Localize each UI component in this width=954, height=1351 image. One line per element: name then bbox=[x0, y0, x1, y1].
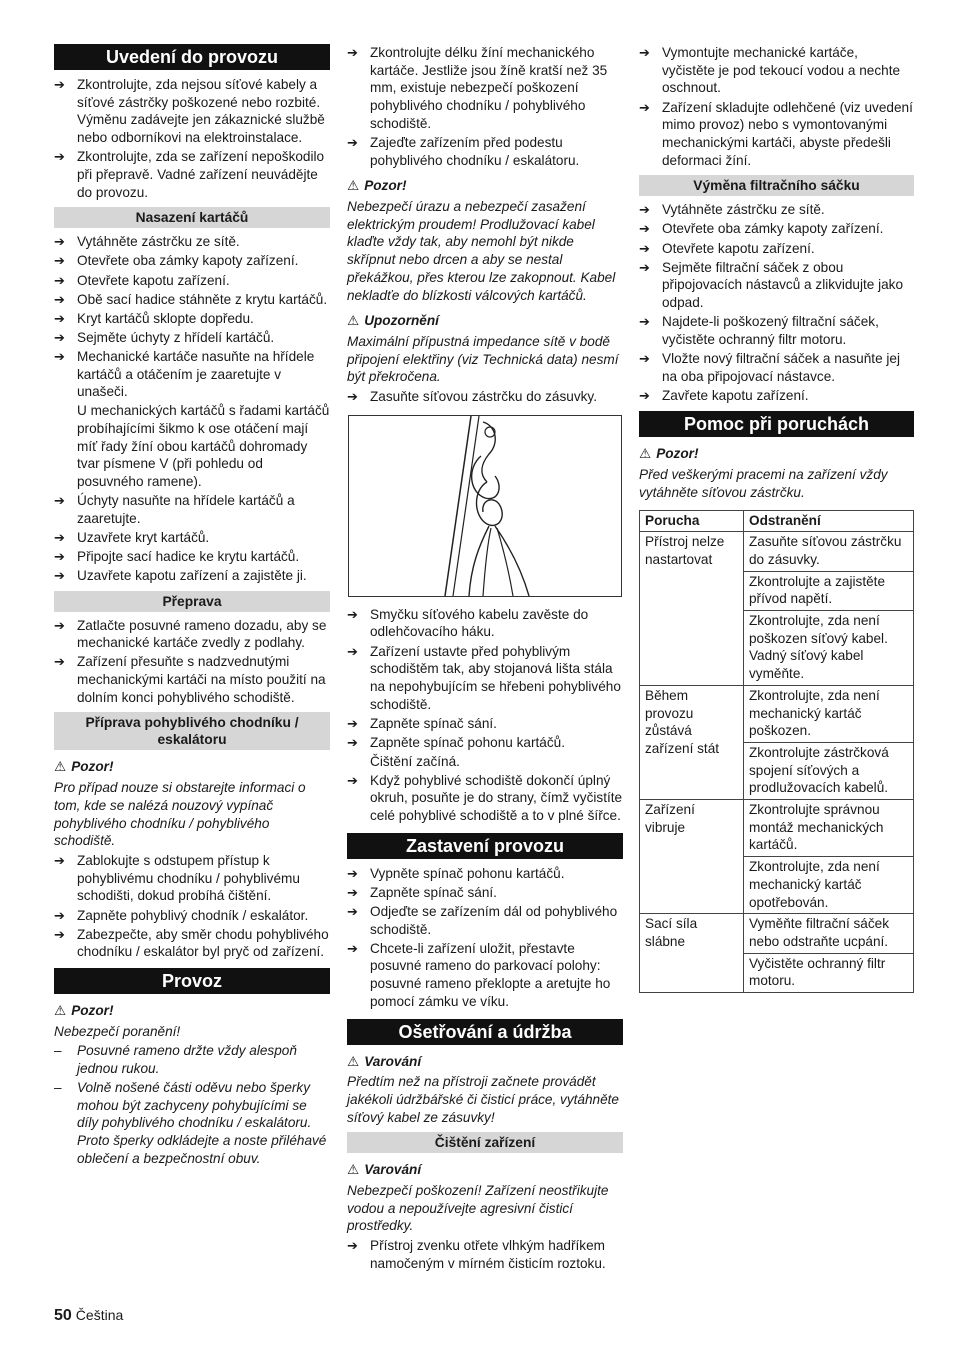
arrow-icon: ➔ bbox=[54, 926, 65, 942]
warning-label: ⚠ Pozor! bbox=[347, 178, 407, 194]
arrow-icon: ➔ bbox=[347, 903, 358, 919]
warning-text: Nebezpečí poškození! Zařízení neostřikujte vodou a nepoužívejte agresivní čisticí prostředky. bbox=[347, 1183, 609, 1234]
list-item: ➔ Obě sací hadice stáhněte z krytu kartáčů. bbox=[54, 291, 328, 307]
column-header-odstraneni: Odstranění bbox=[744, 510, 914, 532]
cable-hook-illustration bbox=[348, 415, 622, 597]
dash-item: – Posuvné rameno držte vždy alespoň jednou rukou. bbox=[54, 1043, 297, 1077]
section-heading-uvedeni: Uvedení do provozu bbox=[54, 44, 330, 70]
remedy-cell: Zkontrolujte, zda není poškozen síťový kabel. Vadný síťový kabel vyměňte. bbox=[744, 611, 914, 686]
remedy-cell: Zkontrolujte a zajistěte přívod napětí. bbox=[744, 571, 914, 610]
table-row bbox=[640, 532, 914, 571]
arrow-icon: ➔ bbox=[54, 234, 65, 250]
list-item: ➔ Zapněte spínač sání. bbox=[347, 715, 497, 731]
list-item: ➔ Zapněte spínač pohonu kartáčů. bbox=[347, 734, 565, 750]
list-item: ➔ Chcete-li zařízení uložit, přestavte posuvné rameno do parkovací polohy: posuvné rameno překlopte a aretujte ho pomocí zámku ve víku. bbox=[347, 940, 611, 1009]
warning-triangle-icon: ⚠ bbox=[347, 178, 360, 194]
column-middle bbox=[347, 44, 623, 1274]
arrow-icon: ➔ bbox=[639, 314, 650, 330]
list-item: ➔ Kryt kartáčů sklopte dopředu. bbox=[54, 310, 254, 326]
fault-cell: Zařízení vibruje bbox=[640, 800, 744, 914]
arrow-icon: ➔ bbox=[347, 715, 358, 731]
section-heading-provoz: Provoz bbox=[54, 968, 330, 994]
remedy-cell: Vyměňte filtrační sáček nebo odstraňte ucpání. bbox=[744, 914, 914, 953]
arrow-icon: ➔ bbox=[54, 907, 65, 923]
arrow-icon: ➔ bbox=[54, 77, 65, 92]
arrow-icon: ➔ bbox=[639, 45, 650, 60]
arrow-icon: ➔ bbox=[54, 310, 65, 326]
arrow-icon: ➔ bbox=[54, 149, 65, 165]
subsection-heading-priprava: Příprava pohyblivého chodníku / eskalátoru bbox=[54, 712, 330, 750]
remedy-cell: Zasuňte síťovou zástrčku do zásuvky. bbox=[744, 532, 914, 571]
list-item: ➔ Otevřete kapotu zařízení. bbox=[639, 240, 815, 256]
list-item: ➔ Vymontujte mechanické kartáče, vyčistěte je pod tekoucí vodou a nechte oschnout. bbox=[639, 45, 901, 96]
arrow-icon: ➔ bbox=[54, 253, 65, 269]
list-item: ➔ Zapněte pohyblivý chodník / eskalátor. bbox=[54, 907, 309, 923]
list-item: ➔ Přístroj zvenku otřete vlhkým hadříkem namočeným v mírném čisticím roztoku. bbox=[347, 1238, 606, 1271]
list-item: ➔ Otevřete kapotu zařízení. bbox=[54, 272, 230, 288]
list-item: ➔ Smyčku síťového kabelu zavěste do odlehčovacího háku. bbox=[347, 606, 589, 640]
list-item: ➔ Zasuňte síťovou zástrčku do zásuvky. bbox=[347, 389, 597, 405]
warning-text: Před veškerými pracemi na zařízení vždy vytáhněte síťovou zástrčku. bbox=[639, 467, 888, 500]
list-item: ➔ Najdete-li poškozený filtrační sáček, vyčistěte ochranný filtr motoru. bbox=[639, 314, 879, 347]
fault-cell: Přístroj nelze nastartovat bbox=[640, 532, 744, 686]
list-item: ➔ Zařízení přesuňte s nadzvednutými mechanickými kartáči na místo použití na dolním konci pohyblivého schodiště. bbox=[54, 654, 326, 705]
notice-label: ⚠ Upozornění bbox=[347, 313, 439, 329]
list-item: ➔ Zatlačte posuvné rameno dozadu, aby se mechanické kartáče zvedly z podlahy. bbox=[54, 617, 327, 651]
list-item: ➔ Zkontrolujte, zda se zařízení nepoškodilo při přepravě. Vadné zařízení neuvádějte do provozu. bbox=[54, 149, 325, 200]
remedy-cell: Vyčistěte ochranný filtr motoru. bbox=[744, 953, 914, 992]
arrow-icon: ➔ bbox=[54, 348, 65, 364]
arrow-icon: ➔ bbox=[54, 567, 65, 583]
warning-label: ⚠ Pozor! bbox=[639, 446, 699, 462]
notice-text: Maximální přípustná impedance sítě v bodě připojení elektřiny (viz Technická data) nesmí být překročena. bbox=[347, 333, 619, 385]
list-item: ➔ Zařízení skladujte odlehčené (viz uvedení mimo provoz) nebo s vymontovanými mechanickými kartáči, abyste předešli deformaci žíní. bbox=[639, 99, 913, 168]
warning-triangle-icon: ⚠ bbox=[639, 446, 652, 462]
arrow-icon: ➔ bbox=[639, 350, 650, 366]
list-item: ➔ Zařízení ustavte před pohyblivým schodištěm tak, aby stojanová lišta stála na nepohybujícím se hřebeni pohyblivého schodiště. bbox=[347, 643, 621, 712]
column-right bbox=[639, 44, 914, 993]
warning-triangle-icon: ⚠ bbox=[347, 1053, 360, 1069]
arrow-icon: ➔ bbox=[639, 99, 650, 115]
list-item: ➔ Zajeďte zařízením před podestu pohyblivého chodníku / eskalátoru. bbox=[347, 134, 580, 168]
arrow-icon: ➔ bbox=[347, 940, 358, 956]
list-item: ➔ Úchyty nasuňte na hřídele kartáčů a zaaretujte. bbox=[54, 492, 295, 526]
remedy-cell: Zkontrolujte, zda není mechanický kartáč poškozen. bbox=[744, 685, 914, 742]
arrow-icon: ➔ bbox=[639, 202, 650, 218]
arrow-icon: ➔ bbox=[347, 734, 358, 750]
arrow-icon: ➔ bbox=[347, 606, 358, 622]
warning-text: Nebezpečí úrazu a nebezpečí zasažení elektrickým proudem! Prodlužovací kabel klaďte vždy tak, aby nemohl být nikde skřípnut nebo drcen a aby se nestal překážkou, přes kterou lze zakopnout. Kabel nekladťe do blízkosti válcových kartáčů. bbox=[347, 199, 616, 303]
arrow-icon: ➔ bbox=[54, 617, 65, 633]
warning-label: ⚠ Varování bbox=[347, 1162, 422, 1178]
arrow-icon: ➔ bbox=[54, 853, 65, 868]
list-item: ➔ Zkontrolujte, zda nejsou síťové kabely a síťové zástrčky poškozené nebo rozbité. Výměnu zadávejte jen zákaznické službě nebo odborníkovi na elektroinstalace. bbox=[54, 77, 325, 146]
warning-text: Pro případ nouze si obstarejte informaci o tom, kde se nalézá nouzový vypínač pohyblivého chodníku / pohyblivého schodiště. bbox=[54, 780, 306, 849]
troubleshooting-table bbox=[639, 510, 914, 994]
arrow-icon: ➔ bbox=[54, 272, 65, 288]
remedy-cell: Zkontrolujte správnou montáž mechanických kartáčů. bbox=[744, 800, 914, 857]
warning-label: ⚠ Pozor! bbox=[54, 1003, 114, 1018]
list-item: ➔ Otevřete oba zámky kapoty zařízení. bbox=[639, 221, 884, 237]
page-footer bbox=[54, 1307, 123, 1325]
column-header-porucha: Porucha bbox=[640, 510, 744, 532]
table-header-row bbox=[640, 510, 914, 532]
column-left bbox=[54, 44, 330, 1168]
cable-hook-drawing bbox=[349, 416, 621, 596]
arrow-icon: ➔ bbox=[347, 134, 358, 150]
arrow-icon: ➔ bbox=[347, 45, 358, 60]
list-item: ➔ Zkontrolujte délku žíní mechanického kartáče. Jestliže jsou žíně kratší než 35 mm, existuje nebezpečí poškození pohyblivého chodníku / pohyblivého schodiště. bbox=[347, 45, 608, 131]
arrow-icon: ➔ bbox=[347, 865, 358, 881]
list-item: ➔ Zablokujte s odstupem přístup k pohyblivému chodníku / pohyblivému schodišti, dokud probíhá čištění. bbox=[54, 853, 300, 904]
remedy-cell: Zkontrolujte, zda není mechanický kartáč opotřebován. bbox=[744, 857, 914, 914]
table-row bbox=[640, 914, 914, 953]
arrow-icon: ➔ bbox=[347, 1238, 358, 1254]
list-item: ➔ Odjeďte se zařízením dál od pohyblivého schodiště. bbox=[347, 903, 618, 937]
warning-text: Předtím než na přístroji začnete provádět jakékoli údržbářské či čisticí práce, vytáhněte síťový kabel ze zásuvky! bbox=[347, 1074, 619, 1125]
arrow-icon: ➔ bbox=[54, 492, 65, 508]
warning-triangle-icon: ⚠ bbox=[347, 1162, 360, 1178]
language-label: Čeština bbox=[75, 1307, 124, 1323]
list-item: ➔ Sejměte úchyty z hřídelí kartáčů. bbox=[54, 329, 275, 345]
list-item: ➔ Zapněte spínač sání. bbox=[347, 884, 497, 900]
list-item: ➔ Otevřete oba zámky kapoty zařízení. bbox=[54, 253, 299, 269]
arrow-icon: ➔ bbox=[639, 387, 650, 403]
arrow-icon: ➔ bbox=[639, 221, 650, 237]
arrow-icon: ➔ bbox=[639, 259, 650, 275]
paragraph: Čištění začíná. bbox=[370, 753, 460, 769]
list-item: ➔ Vytáhněte zástrčku ze sítě. bbox=[639, 202, 825, 218]
subsection-heading-nasazeni: Nasazení kartáčů bbox=[54, 207, 330, 228]
warning-triangle-icon: ⚠ bbox=[54, 759, 67, 775]
arrow-icon: ➔ bbox=[347, 643, 358, 659]
warning-text: Nebezpečí poranění! bbox=[54, 1023, 181, 1039]
subsection-heading-cisteni: Čištění zařízení bbox=[347, 1132, 623, 1153]
paragraph: U mechanických kartáčů s řadami kartáčů probíhajícími šikmo k ose otáčení mají míť řady žíní obou kartáčů dohromady tvar písmene V (při pohledu od posuvného ramene). bbox=[77, 403, 330, 490]
warning-label: ⚠ Pozor! bbox=[54, 759, 114, 775]
arrow-icon: ➔ bbox=[347, 389, 358, 405]
list-item: ➔ Zabezpečte, aby směr chodu pohyblivého chodníku / eskalátor byl pryč od zařízení. bbox=[54, 926, 329, 960]
arrow-icon: ➔ bbox=[347, 772, 358, 788]
fault-cell: Během provozu zůstává zařízení stát bbox=[640, 685, 744, 799]
list-item: ➔ Sejměte filtrační sáček z obou připojovacích nástavců a zlikvidujte jako odpad. bbox=[639, 259, 904, 310]
subsection-heading-vymena: Výměna filtračního sáčku bbox=[639, 175, 914, 196]
warning-label: ⚠ Varování bbox=[347, 1053, 422, 1069]
list-item: ➔ Mechanické kartáče nasuňte na hřídele kartáčů a otáčením je zaaretujte v unašeči. bbox=[54, 348, 315, 400]
arrow-icon: ➔ bbox=[54, 529, 65, 545]
section-heading-osetrovani: Ošetřování a údržba bbox=[347, 1019, 623, 1045]
arrow-icon: ➔ bbox=[54, 329, 65, 345]
table-row bbox=[640, 685, 914, 742]
list-item: ➔ Vložte nový filtrační sáček a nasuňte jej na oba připojovací nástavce. bbox=[639, 350, 901, 384]
arrow-icon: ➔ bbox=[54, 654, 65, 670]
list-item: ➔ Vypněte spínač pohonu kartáčů. bbox=[347, 865, 565, 881]
list-item: ➔ Když pohyblivé schodiště dokončí úplný okruh, posuňte je do strany, čímž vyčistíte celé pohyblivé schodiště a to v plné šířce. bbox=[347, 772, 623, 824]
list-item: ➔ Uzavřete kapotu zařízení a zajistěte ji. bbox=[54, 567, 307, 583]
warning-triangle-icon: ⚠ bbox=[54, 1003, 67, 1018]
fault-cell: Sací síla slábne bbox=[640, 914, 744, 993]
page-number: 50 bbox=[54, 1307, 72, 1324]
arrow-icon: ➔ bbox=[347, 884, 358, 900]
dash-item: – Volně nošené části oděvu nebo šperky mohou být zachyceny pohybujícími se díly pohyblivého chodníku / eskalátoru. Proto šperky odkládejte a noste přiléhavé oblečení a bezpečnostní obuv. bbox=[54, 1079, 327, 1166]
warning-triangle-icon: ⚠ bbox=[347, 313, 360, 329]
arrow-icon: ➔ bbox=[54, 548, 65, 564]
list-item: ➔ Zavřete kapotu zařízení. bbox=[639, 387, 809, 403]
table-row bbox=[640, 800, 914, 857]
section-heading-pomoc: Pomoc při poruchách bbox=[639, 411, 914, 437]
section-heading-zastaveni: Zastavení provozu bbox=[347, 833, 623, 859]
subsection-heading-preprava: Přeprava bbox=[54, 591, 330, 612]
arrow-icon: ➔ bbox=[639, 240, 650, 256]
list-item: ➔ Připojte sací hadice ke krytu kartáčů. bbox=[54, 548, 300, 564]
arrow-icon: ➔ bbox=[54, 291, 65, 307]
list-item: ➔ Uzavřete kryt kartáčů. bbox=[54, 529, 210, 545]
list-item: ➔ Vytáhněte zástrčku ze sítě. bbox=[54, 234, 240, 250]
remedy-cell: Zkontrolujte zástrčková spojení síťových a prodlužovacích kabelů. bbox=[744, 742, 914, 799]
